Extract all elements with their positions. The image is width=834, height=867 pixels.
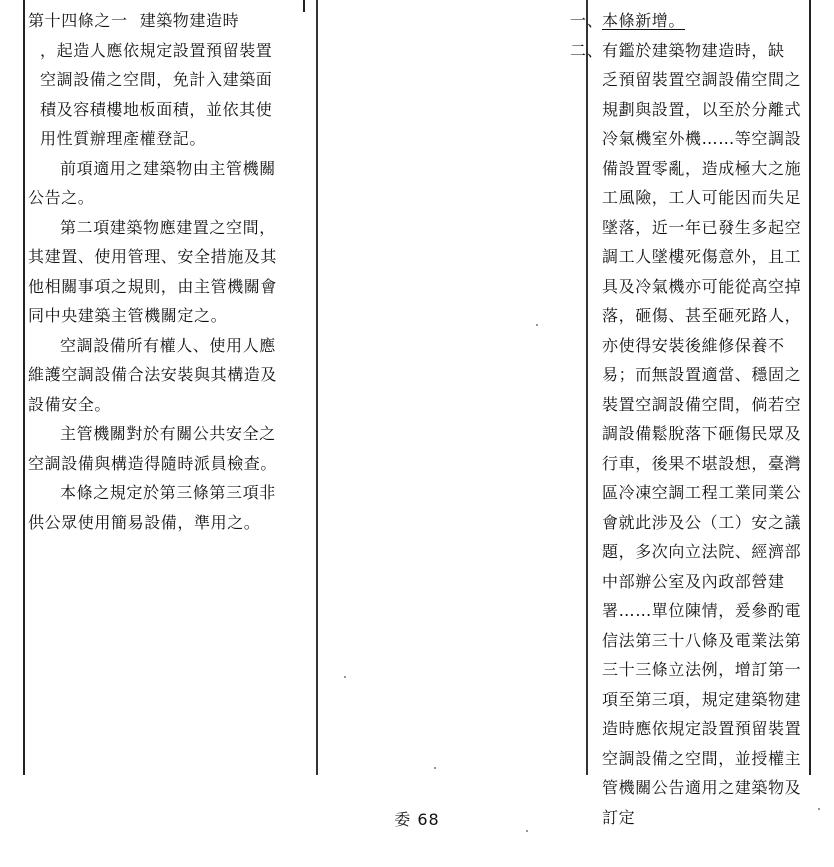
note-first-line: 本條新增。 xyxy=(602,11,686,30)
note-body: 乏預留裝置空調設備空間之規劃與設置，以至於分離式冷氣機室外機……等空調設備設置零亂，造成極大之施工風險，工人可能因而失足墜落，近一年已發生多起空調工人墜樓死傷意外，且工具及冷氣機亦可能從高空掉落，砸傷、甚至砸死路人，亦使得安裝後維修保養不易；而無設置適當、穩固之裝置空調設備空間，倘若空調設備鬆脫落下砸傷民眾及行車，後果不堪設想，臺灣區冷凍空調工程工業同業公會就此涉及公（工）安之議題，多次向立法院、經濟部中部辦公室及內政部營建署……單位陳情，爰參酌電信法第三十八條及電業法第三十三條立法例，增訂第一項至第三項，規定建築物建造時應依規定設置預留裝置空調設備之空間，並授權主管機關公告適用之建築物及訂定 xyxy=(602,70,802,827)
article-title: 建築物建造時 xyxy=(139,11,240,30)
explanation-note xyxy=(570,6,805,36)
note-marker: 一、 xyxy=(570,11,604,30)
scan-speck xyxy=(344,676,346,678)
article-text: ，起造人應依規定設置預留裝置空調設備之空間，免計入建築面積及容積樓地板面積，並依其使用性質辦理產權登記。 xyxy=(40,40,273,148)
scan-speck xyxy=(536,324,538,326)
scan-speck xyxy=(526,830,528,832)
article-paragraph: 空調設備所有權人、使用人應維護空調設備合法安裝與其構造及設備安全。 xyxy=(28,335,278,414)
article-heading xyxy=(28,6,283,154)
article-paragraph: 前項適用之建築物由主管機關公告之。 xyxy=(28,158,276,207)
article-paragraph: 本條之規定於第三條第三項非供公眾使用簡易設備，準用之。 xyxy=(28,483,276,532)
explanation-column xyxy=(570,6,805,832)
amended-provision-column xyxy=(28,6,283,537)
note-marker: 二、 xyxy=(570,40,604,60)
article-paragraph: 第二項建築物應建置之空間，其建置、使用管理、安全措施及其他相關事項之規則，由主管機關會同中央建築主管機關定之。 xyxy=(28,217,278,325)
page-number: 委 68 xyxy=(394,810,440,829)
explanation-note xyxy=(570,36,805,833)
article-number: 第十四條之一 xyxy=(28,11,128,30)
scan-speck xyxy=(434,767,436,769)
table-tick-mark xyxy=(303,0,305,12)
scan-speck xyxy=(818,808,820,810)
article-paragraph: 主管機關對於有關公共安全之空調設備與構造得隨時派員檢查。 xyxy=(28,424,278,473)
note-first-line: 有鑑於建築物建造時，缺 xyxy=(602,40,785,60)
column-divider xyxy=(316,0,318,775)
